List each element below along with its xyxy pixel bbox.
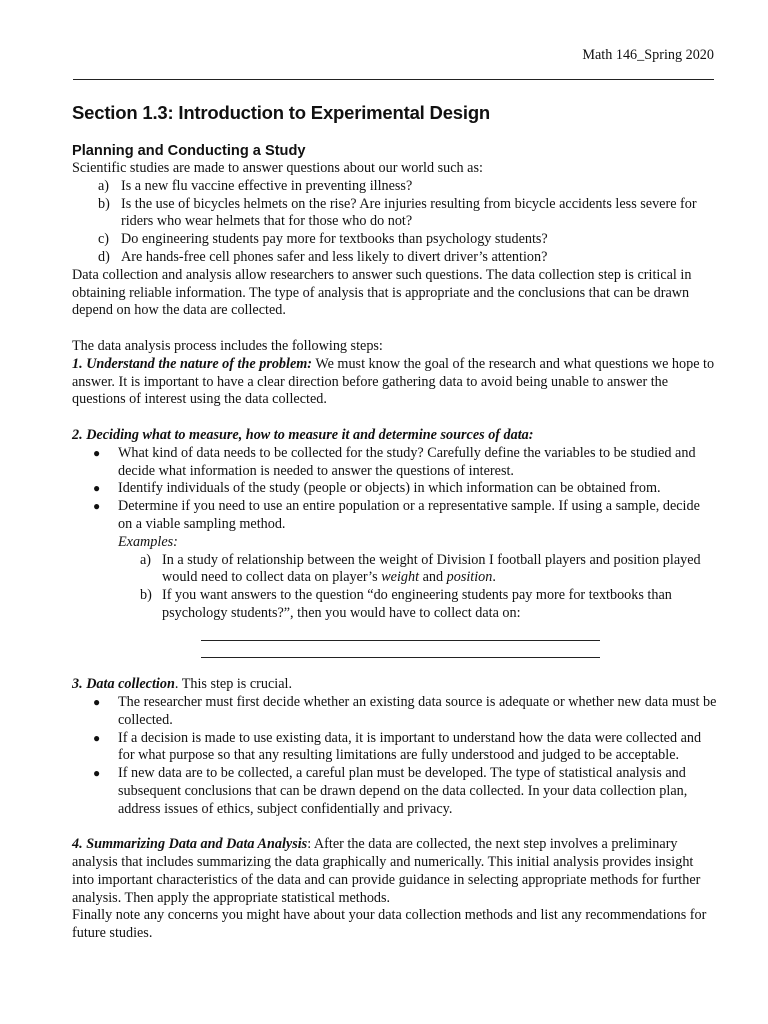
- bullet-text: Identify individuals of the study (people or objects) in which information can be obtained from.: [118, 480, 661, 497]
- planning-heading: Planning and Conducting a Study: [72, 143, 306, 159]
- step4-text: : After the data are collected, the next step involves a preliminary analysis that includes summarizing the data graphically and numerically. This initial analysis provides insight into important characteristics of the data and can provide guidance in selecting appropriate methods for further analysis. Then apply the appropriate statistical methods.: [72, 836, 701, 906]
- bullet-item: [72, 694, 717, 730]
- list-marker: a): [140, 551, 152, 568]
- examples-list: [72, 552, 717, 623]
- bullet-item: [72, 730, 717, 766]
- example-text: and: [419, 569, 447, 586]
- bullet-icon: ●: [93, 445, 101, 460]
- step1-paragraph: [72, 356, 717, 409]
- planning-after-text: Data collection and analysis allow researchers to answer such questions. The data collection step is critical in obtaining reliable information. The type of analysis that is appropriate and the conclusions that can be drawn depend on how the data are collected.: [72, 266, 692, 319]
- example-text: In a study of relationship between the weight of Division I football players and position played would need to collect data on player’s: [162, 551, 701, 586]
- example-emphasis: weight: [381, 569, 420, 586]
- header-rule: [73, 79, 714, 80]
- bullet-text: Determine if you need to use an entire population or a representative sample. If using a sample, decide on a viable sampling method.: [118, 498, 700, 532]
- process-intro: The data analysis process includes the following steps:: [72, 337, 383, 354]
- step4-paragraph: [72, 836, 717, 907]
- bullet-icon: ●: [93, 499, 101, 514]
- list-marker: a): [98, 177, 110, 194]
- question-item: [72, 249, 717, 267]
- example-emphasis: position: [446, 569, 493, 586]
- planning-intro: Scientific studies are made to answer questions about our world such as:: [72, 160, 483, 176]
- step1-text: We must know the goal of the research and what questions we hope to answer. It is important to have a clear direction before gathering data to avoid being unable to answer the questions of interest using the data collected.: [72, 355, 715, 408]
- step3-bullets: [72, 694, 717, 819]
- example-text: If you want answers to the question “do engineering students pay more for textbooks than psychology students?”, then you would have to collect data on:: [162, 587, 672, 621]
- question-item: [72, 178, 717, 196]
- question-text: Are hands-free cell phones safer and less likely to divert driver’s attention?: [121, 248, 548, 265]
- step1-heading: 1. Understand the nature of the problem:: [72, 355, 313, 372]
- question-text: Is a new flu vaccine effective in preventing illness?: [121, 177, 413, 194]
- step2-heading: 2. Deciding what to measure, how to measure it and determine sources of data:: [72, 426, 534, 443]
- bullet-icon: ●: [93, 481, 101, 496]
- question-list: [72, 178, 717, 267]
- example-item: [72, 552, 717, 588]
- step3-paragraph: [72, 676, 717, 694]
- bullet-item: [72, 480, 717, 498]
- bullet-icon: ●: [93, 694, 101, 709]
- bullet-text: The researcher must first decide whether an existing data source is adequate or whether new data must be collected.: [118, 693, 717, 728]
- step3-heading: 3. Data collection: [72, 676, 175, 693]
- step2-bullets: [72, 445, 717, 534]
- bullet-text: If new data are to be collected, a careful plan must be developed. The type of statistical analysis and subsequent conclusions that can be drawn depend on the data collected. In your data collection plan, address issues of ethics, subject confidentially and privacy.: [118, 765, 688, 817]
- bullet-item: [72, 765, 717, 818]
- bullet-icon: ●: [93, 730, 101, 745]
- step4-heading: 4. Summarizing Data and Data Analysis: [72, 836, 308, 853]
- list-marker: d): [98, 248, 110, 265]
- answer-blank-line[interactable]: [201, 641, 600, 659]
- question-item: [72, 231, 717, 249]
- section-title: Section 1.3: Introduction to Experimental Design: [72, 102, 491, 123]
- examples-label: Examples:: [118, 533, 178, 550]
- bullet-item: [72, 498, 717, 534]
- question-text: Do engineering students pay more for textbooks than psychology students?: [121, 231, 548, 248]
- list-marker: c): [98, 231, 110, 248]
- bullet-text: What kind of data needs to be collected for the study? Carefully define the variables to be studied and decide what information is needed to answer the questions of interest.: [118, 444, 696, 479]
- question-item: [72, 196, 717, 232]
- example-item: [72, 587, 717, 623]
- document-body: [72, 102, 717, 943]
- final-note: Finally note any concerns you might have about your data collection methods and list any recommendations for future studies.: [72, 907, 707, 942]
- list-marker: b): [140, 587, 152, 604]
- course-header: Math 146_Spring 2020: [582, 47, 714, 63]
- example-text: .: [492, 569, 496, 586]
- answer-blank-line[interactable]: [201, 623, 600, 641]
- question-text: Is the use of bicycles helmets on the rise? Are injuries resulting from bicycle accidents less severe for riders who wear helmets that for those who do not?: [121, 195, 697, 230]
- step3-heading-tail: . This step is crucial.: [174, 676, 293, 693]
- bullet-text: If a decision is made to use existing data, it is important to understand how the data were collected and for what purpose so that any resulting limitations are fully understood and judged to be acceptable.: [118, 729, 702, 764]
- list-marker: b): [98, 195, 110, 212]
- bullet-icon: ●: [93, 766, 101, 781]
- bullet-item: [72, 445, 717, 481]
